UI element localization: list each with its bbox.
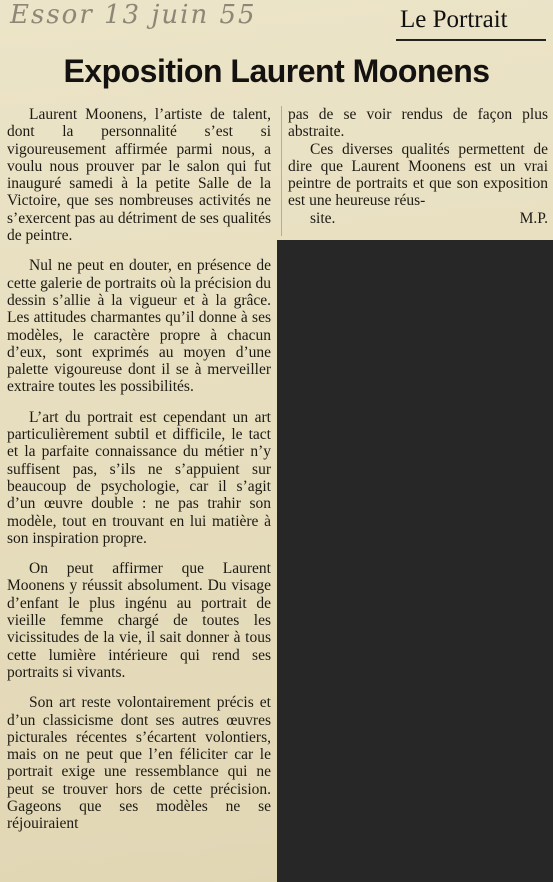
closing-last-word: site.: [310, 209, 336, 227]
article-paragraph: On peut affirmer que Laurent Moonens y réussit absolument. Du visage d’enfant le plus ingénu au portrait de vieille femme chargé de toutes les vicissitudes de la vie, il sait donner à tous cette lumière intérieure qui rend ses portraits si vivants.: [7, 560, 271, 681]
closing-last-line: [288, 210, 548, 227]
section-label-underline: [396, 39, 546, 41]
article-headline: Exposition Laurent Moonens: [63, 53, 490, 89]
handwritten-date-note: Essor 13 juin 55: [10, 0, 257, 30]
article-paragraph: Laurent Moonens, l’artiste de talent, dont la personnalité s’est si vigoureusement affirmée parmi nous, a voulu nous prouver par le salon qui fut inauguré samedi à la petite Salle de la Victoire, que ses nombreuses activités ne s’exercent pas au détriment de ses qualités de peintre.: [7, 106, 271, 245]
article-paragraph: Nul ne peut en douter, en présence de cette galerie de portraits où la précision du dessin s’allie à la vigueur et à la grâce. Les attitudes charmantes qu’il donne à ses modèles, le caractère propre à chacun d’eux, sont exprimés au moyen d’une palette vigoureuse dont il se à merveiller extraire toutes les possibilités.: [7, 257, 271, 396]
author-signature: M.P.: [519, 209, 548, 227]
dark-background-area: [277, 240, 553, 882]
article-paragraph: Son art reste volontairement précis et d’un classicisme dont ses autres œuvres picturales récentes s’écartent volontiers, mais on ne peut que l’en féliciter car le portrait exige une ressemblance qui ne peut se trouver hors de cette précision. Gageons que ses modèles ne se réjouiraient: [7, 694, 271, 833]
column-divider: [281, 106, 282, 236]
section-label: Le Portrait: [400, 6, 508, 33]
article-left-column: [7, 106, 271, 833]
article-right-column: [288, 106, 548, 227]
article-paragraph: L’art du portrait est cependant un art particulièrement subtil et difficile, le tact et la parfaite connaissance du métier n’y suffisent pas, s’ils ne s’appuient sur beaucoup de psychologie, car il s’agit d’un œuvre double : ne pas trahir son modèle, tout en trouvant en lui matière à son inspiration propre.: [7, 408, 271, 547]
article-paragraph-continuation: pas de se voir rendus de façon plus abstraite.: [288, 106, 548, 141]
article-closing-paragraph: [288, 141, 548, 227]
closing-text: Ces diverses qualités permettent de dire que Laurent Moonens est un vrai peintre de portraits et que son exposition est une heureuse réus-: [288, 140, 548, 210]
